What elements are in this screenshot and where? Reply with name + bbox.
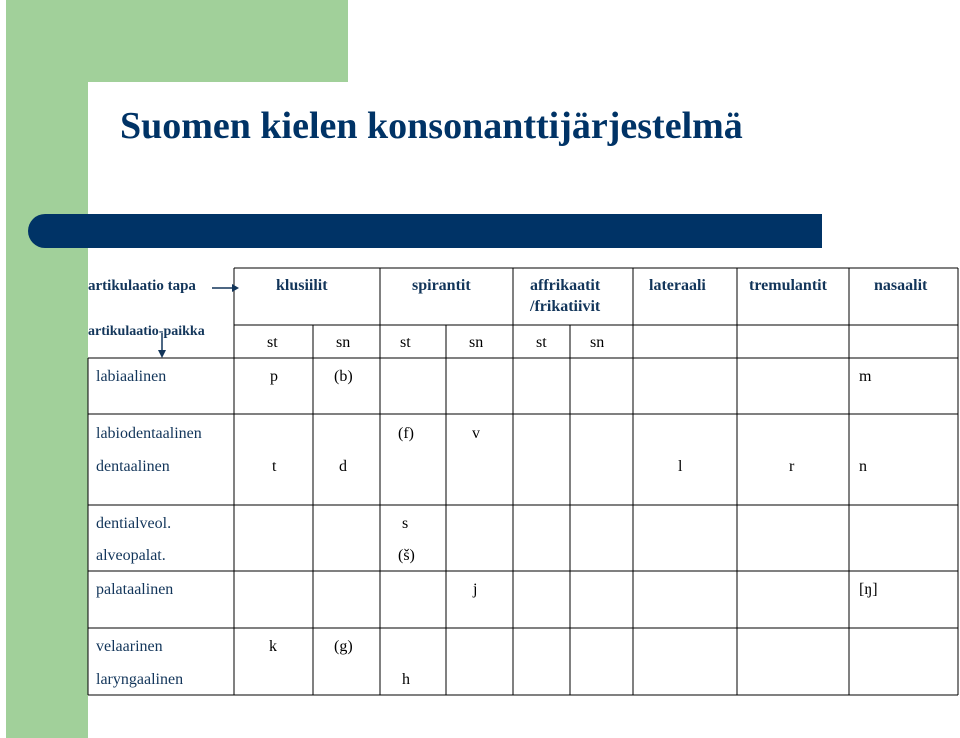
table-cell: p [270,368,278,385]
table-cell: d [339,458,347,475]
page-title: Suomen kielen konsonanttijärjestelmä [120,105,743,147]
arrow-right-icon [212,283,240,293]
subhead-sn: sn [590,334,605,351]
table-cell: v [472,425,480,442]
row-label-laryngaalinen: laryngaalinen [96,671,184,688]
row-label-labiodentaalinen: labiodentaalinen [96,425,202,442]
table-cell: t [272,458,277,475]
row-label-dentaalinen: dentaalinen [96,458,170,475]
label-place: artikulaatio-paikka [88,324,205,339]
label-manner: artikulaatio tapa [88,278,196,294]
row-label-dentialveol: dentialveol. [96,515,172,532]
row-label-palataalinen: palataalinen [96,581,174,598]
table-cell: (š) [398,547,415,564]
table-cell: s [402,515,409,532]
table-cell: j [473,581,478,598]
table-cell: k [269,638,277,655]
table-cell: (g) [334,638,353,655]
subhead-st: st [400,334,411,351]
header-frikatiivit: /frikatiivit [530,298,601,315]
table-cell: l [678,458,683,475]
table-cell: [ŋ] [859,581,878,598]
table-cell: m [859,368,872,385]
header-nasaalit: nasaalit [874,277,928,294]
table-cell: n [859,458,867,475]
row-label-alveopalat: alveopalat. [96,547,166,564]
header-klusiilit: klusiilit [276,277,328,294]
subhead-st: st [536,334,547,351]
header-tremulantit: tremulantit [749,277,827,294]
row-label-velaarinen: velaarinen [96,638,163,655]
subhead-st: st [267,334,278,351]
subhead-sn: sn [336,334,351,351]
header-spirantit: spirantit [412,277,471,294]
header-affrikaatit: affrikaatit [530,277,601,294]
table-cell: (b) [334,368,353,385]
table-cell: (f) [398,425,414,442]
table-cell: h [402,671,410,688]
header-lateraali: lateraali [649,277,706,294]
row-label-labiaalinen: labiaalinen [96,368,167,385]
subhead-sn: sn [469,334,484,351]
table-cell: r [789,458,795,475]
